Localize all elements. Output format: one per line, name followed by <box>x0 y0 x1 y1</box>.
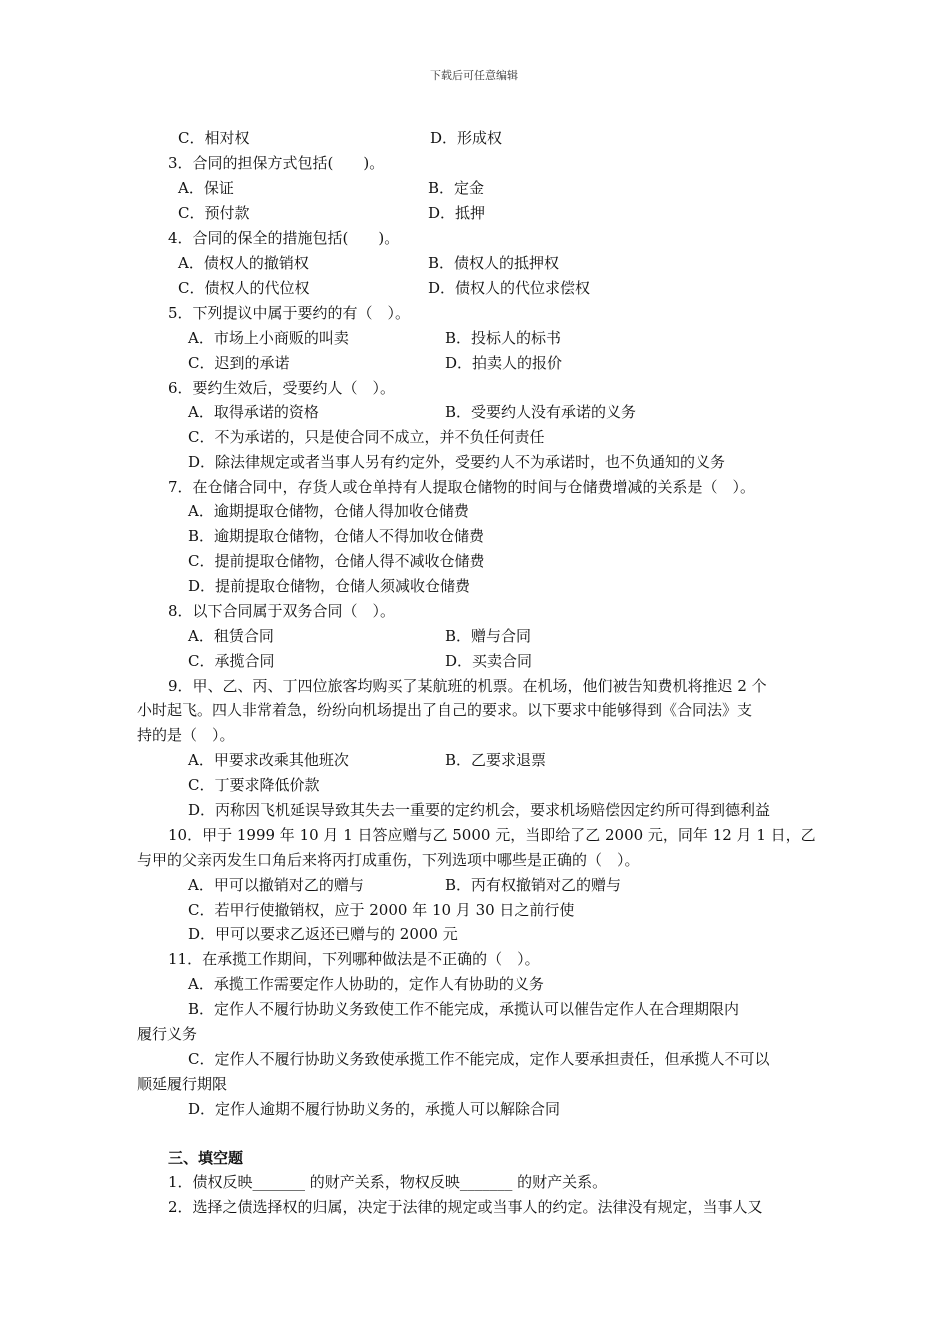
text-line: B．赠与合同 <box>445 627 532 645</box>
text-line: 2．选择之债选择权的归属，决定于法律的规定或当事人的约定。法律没有规定，当事人又 <box>168 1198 763 1216</box>
text-line: C．承揽合同 <box>188 652 275 670</box>
text-line: A．保证 <box>178 179 234 197</box>
text-line: D．拍卖人的报价 <box>445 354 563 372</box>
text-line: C．定作人不履行协助义务致使承揽工作不能完成，定作人要承担责任，但承揽人不可以 <box>188 1050 770 1068</box>
text-line: 与甲的父亲丙发生口角后来将丙打成重伤，下列选项中哪些是正确的（ ）。 <box>137 851 640 869</box>
text-line: D．买卖合同 <box>445 652 533 670</box>
text-line: D．形成权 <box>430 129 503 147</box>
text-line: 4．合同的保全的措施包括( )。 <box>168 229 400 247</box>
section-heading: 三、填空题 <box>168 1149 244 1167</box>
text-line: 7．在仓储合同中，存货人或仓单持有人提取仓储物的时间与仓储费增减的关系是（ ）。 <box>168 478 756 496</box>
text-line: B．乙要求退票 <box>445 751 547 769</box>
text-line: C．迟到的承诺 <box>188 354 290 372</box>
text-line: A．逾期提取仓储物，仓储人得加收仓储费 <box>188 502 469 520</box>
text-line: A．甲可以撤销对乙的赠与 <box>188 876 364 894</box>
text-line: D．抵押 <box>428 204 486 222</box>
text-line: C．预付款 <box>178 204 250 222</box>
text-line: 11．在承揽工作期间，下列哪种做法是不正确的（ ）。 <box>168 950 540 968</box>
text-line: 9．甲、乙、丙、丁四位旅客均购买了某航班的机票。在机场，他们被告知费机将推迟 2 个 <box>168 677 767 695</box>
text-line: D．甲可以要求乙返还已赠与的 2000 元 <box>188 925 458 943</box>
page-header: 下载后可任意编辑 <box>430 69 518 82</box>
text-line: C．提前提取仓储物，仓储人得不减收仓储费 <box>188 552 485 570</box>
text-line: B．定作人不履行协助义务致使工作不能完成，承揽认可以催告定作人在合理期限内 <box>188 1000 740 1018</box>
text-line: A．取得承诺的资格 <box>188 403 319 421</box>
text-line: A．市场上小商贩的叫卖 <box>188 329 349 347</box>
text-line: A．承揽工作需要定作人协助的，定作人有协助的义务 <box>188 975 544 993</box>
text-line: D．债权人的代位求偿权 <box>428 279 591 297</box>
text-line: B．债权人的抵押权 <box>428 254 560 272</box>
text-line: D．丙称因飞机延误导致其失去一重要的定约机会，要求机场赔偿因定约所可得到德利益 <box>188 801 771 819</box>
text-line: A．债权人的撤销权 <box>178 254 309 272</box>
text-line: A．租赁合同 <box>188 627 274 645</box>
text-line: 1．债权反映_______ 的财产关系，物权反映_______ 的财产关系。 <box>168 1173 608 1191</box>
text-line: 持的是（ ）。 <box>137 726 235 744</box>
text-line: 10．甲于 1999 年 10 月 1 日答应赠与乙 5000 元，当即给了乙 2000 元，同年 12 月 1 日，乙 <box>168 826 816 844</box>
text-line: 顺延履行期限 <box>137 1075 228 1093</box>
text-line: B．投标人的标书 <box>445 329 562 347</box>
text-line: 8．以下合同属于双务合同（ ）。 <box>168 602 396 620</box>
text-line: B．定金 <box>428 179 485 197</box>
text-line: 6．要约生效后，受要约人（ ）。 <box>168 379 396 397</box>
text-line: B．受要约人没有承诺的义务 <box>445 403 637 421</box>
text-line: 5．下列提议中属于要约的有（ ）。 <box>168 304 411 322</box>
text-line: C．若甲行使撤销权，应于 2000 年 10 月 30 日之前行使 <box>188 901 575 919</box>
text-line: C．不为承诺的，只是使合同不成立，并不负任何责任 <box>188 428 545 446</box>
text-line: B．丙有权撤销对乙的赠与 <box>445 876 622 894</box>
text-line: B．逾期提取仓储物，仓储人不得加收仓储费 <box>188 527 485 545</box>
text-line: D．定作人逾期不履行协助义务的，承揽人可以解除合同 <box>188 1100 561 1118</box>
text-line: 3．合同的担保方式包括( )。 <box>168 154 385 172</box>
text-line: C．相对权 <box>178 129 250 147</box>
text-line: D．提前提取仓储物，仓储人须减收仓储费 <box>188 577 471 595</box>
text-line: A．甲要求改乘其他班次 <box>188 751 349 769</box>
text-line: 履行义务 <box>137 1025 198 1043</box>
text-line: 小时起飞。四人非常着急，纷纷向机场提出了自己的要求。以下要求中能够得到《合同法》支 <box>137 701 753 719</box>
text-line: D．除法律规定或者当事人另有约定外，受要约人不为承诺时，也不负通知的义务 <box>188 453 726 471</box>
text-line: C．债权人的代位权 <box>178 279 310 297</box>
text-line: C．丁要求降低价款 <box>188 776 320 794</box>
